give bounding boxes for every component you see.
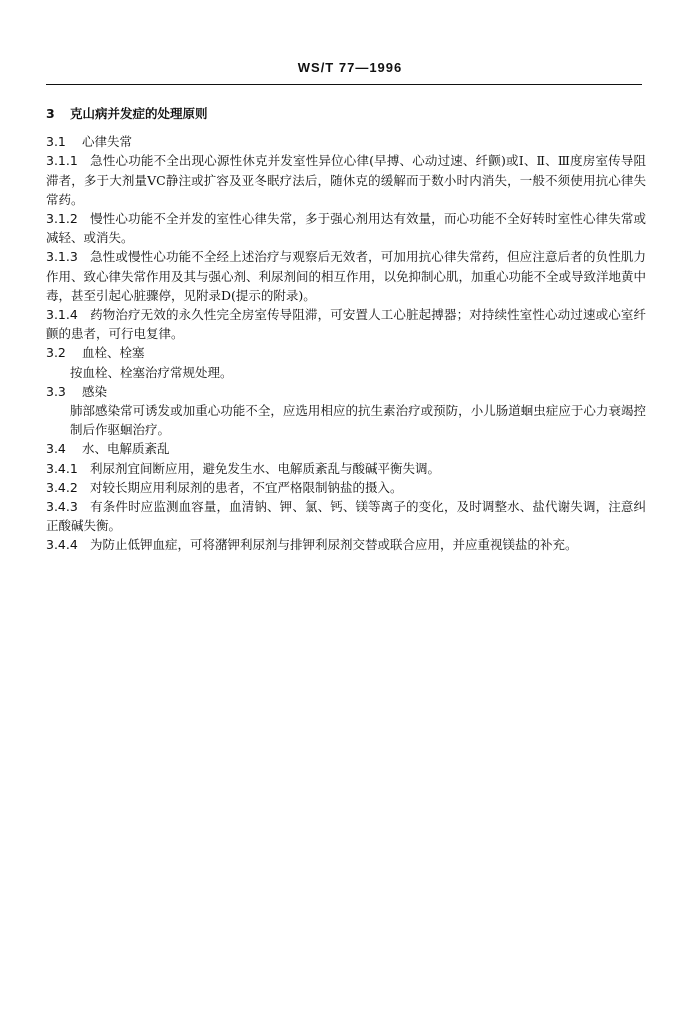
clause-number: 3.1.1 [46,153,78,169]
clause-text: 慢性心功能不全并发的室性心律失常，多于强心剂用达有效量，而心功能不全好转时室性心律失常或减轻、或消失。 [46,211,646,246]
clause-3-4-2 [46,478,646,497]
document-body [46,104,646,555]
subsection-title: 感染 [82,383,108,399]
subsection-title: 心律失常 [82,134,133,150]
clause-number: 3.4.3 [46,499,78,515]
clause-number: 3.1.4 [46,307,78,323]
subsection-heading-3-3 [46,382,646,401]
clause-3-4-4 [46,535,646,554]
subsection-number: 3.3 [46,383,66,399]
subsection-number: 3.2 [46,345,66,361]
clause-3-1-3 [46,247,646,305]
clause-text: 有条件时应监测血容量，血清钠、钾、氯、钙、镁等离子的变化，及时调整水、盐代谢失调，注意纠正酸碱失衡。 [46,499,646,534]
clause-number: 3.1.2 [46,211,78,227]
subsection-title: 血栓、栓塞 [82,345,145,361]
subsection-heading-3-1 [46,132,646,151]
clause-text: 为防止低钾血症，可将潴钾利尿剂与排钾利尿剂交替或联合应用，并应重视镁盐的补充。 [90,537,578,553]
subsection-3-2-body: 按血栓、栓塞治疗常规处理。 [70,364,233,380]
clause-text: 药物治疗无效的永久性完全房室传导阻滞，可安置人工心脏起搏器；对持续性室性心动过速或心室纤颤的患者，可行电复律。 [46,307,646,342]
clause-3-1-2 [46,209,646,247]
subsection-3-3-body: 肺部感染常可诱发或加重心功能不全，应选用相应的抗生素治疗或预防，小儿肠道蛔虫症应于心力衰竭控制后作驱蛔治疗。 [70,403,646,438]
subsection-number: 3.1 [46,134,66,150]
subsection-heading-3-2 [46,343,646,362]
subsection-title: 水、电解质紊乱 [82,441,170,457]
clause-text: 急性或慢性心功能不全经上述治疗与观察后无效者，可加用抗心律失常药，但应注意后者的负性肌力作用、致心律失常作用及其与强心剂、利尿剂间的相互作用，以免抑制心肌，加重心功能不全或导致洋地黄中毒，甚至引起心脏骤停，见附录D(提示的附录)。 [46,249,647,303]
clause-number: 3.1.3 [46,249,78,265]
clause-3-4-1 [46,459,646,478]
clause-text: 急性心功能不全出现心源性休克并发室性异位心律(早搏、心动过速、纤颤)或Ⅰ、Ⅱ、Ⅲ度房室传导阻滞者，多于大剂量VC静注或扩容及亚冬眠疗法后，随休克的缓解而于数小时内消失，一般不须使用抗心律失常药。 [46,153,646,207]
subsection-heading-3-4 [46,439,646,458]
section-title-text: 克山病并发症的处理原则 [70,106,208,121]
section-number: 3 [46,106,55,121]
header-rule [46,84,642,85]
clause-number: 3.4.2 [46,479,78,495]
clause-number: 3.4.1 [46,460,78,476]
clause-text: 利尿剂宜间断应用，避免发生水、电解质紊乱与酸碱平衡失调。 [90,460,441,476]
clause-3-1-4 [46,305,646,343]
clause-number: 3.4.4 [46,537,78,553]
page-header-standard-code: WS/T 77—1996 [297,60,403,75]
section-title [46,104,646,123]
clause-3-4-3 [46,497,646,535]
subsection-number: 3.4 [46,441,66,457]
clause-text: 对较长期应用利尿剂的患者，不宜严格限制钠盐的摄入。 [90,479,403,495]
clause-3-1-1 [46,151,646,209]
